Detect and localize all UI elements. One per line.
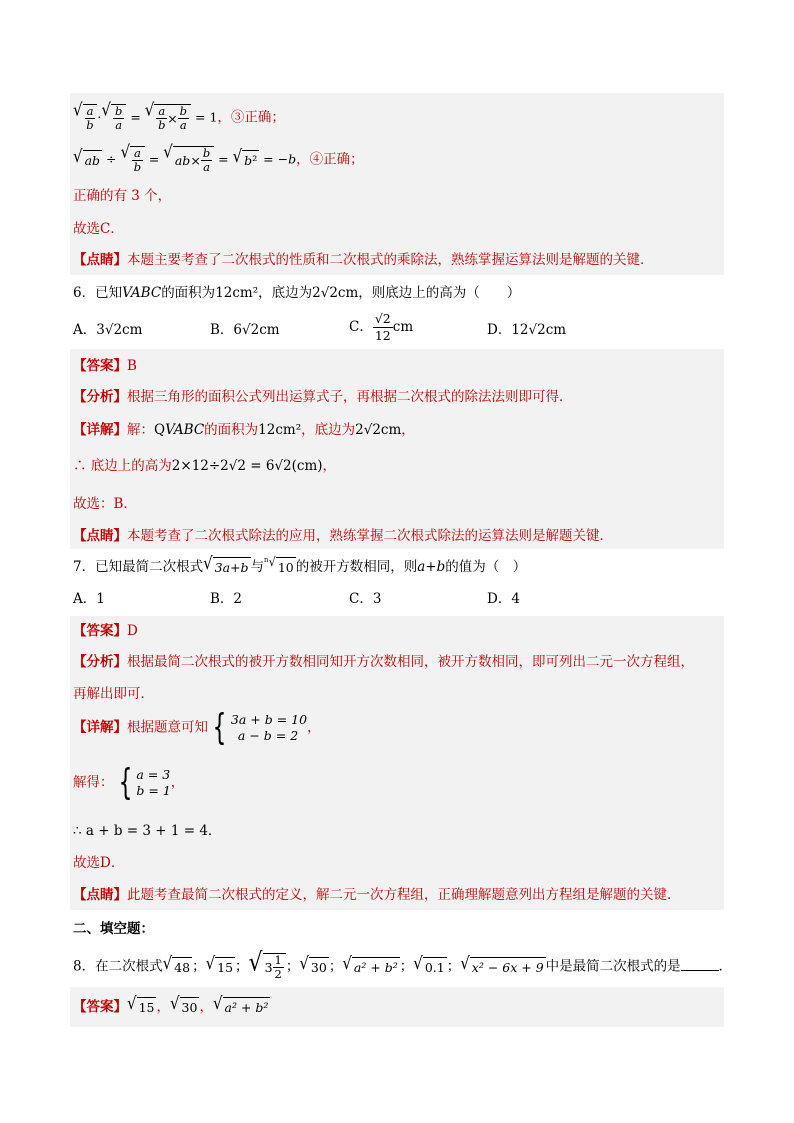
tag-answer: 【答案】	[73, 358, 127, 374]
detail-text: ，	[307, 719, 321, 736]
solve-text: 解得：	[73, 774, 114, 791]
solution-text: 故选C．	[73, 221, 124, 237]
area-value: 12cm²	[215, 285, 259, 301]
stem-text: 8．在二次根式	[73, 958, 163, 975]
answer-radicand: 30	[180, 997, 200, 1018]
answer-band	[70, 349, 724, 549]
option-d[interactable]: D．4	[487, 591, 520, 607]
math-expression: √ a b · √ b a = √ a b × b a = 1	[73, 99, 218, 132]
radicand: x² − 6x + 9	[470, 957, 546, 978]
detail-line	[73, 420, 415, 440]
separator: ；	[285, 958, 300, 975]
solve-text: ，	[170, 774, 185, 791]
radicand: 0.1	[423, 957, 447, 978]
answer-value: B	[127, 358, 137, 374]
radicand: 30	[309, 957, 329, 978]
separator: ；	[399, 958, 414, 975]
equation: 3a + b = 10	[230, 712, 308, 727]
radicand: 48	[172, 957, 192, 978]
equation: a − b = 2	[237, 728, 299, 743]
option-b[interactable]: B．2	[210, 591, 243, 607]
choose-line: 故选D．	[73, 855, 125, 871]
question-7-stem: 7．已知最简二次根式 √ 3a+b 与 ⁿ√ 10 的被开方数相同，则a+b的值为（ ）	[73, 557, 526, 578]
detail-line	[73, 707, 321, 748]
separator: ；	[192, 958, 206, 975]
separator: ，	[156, 999, 170, 1015]
analysis-text: 根据三角形的面积公式列出运算式子，再根据二次根式的除法法则即可得．	[127, 389, 573, 405]
fraction-numerator: √2	[374, 311, 391, 326]
answer-line	[73, 356, 137, 376]
dianjing-text: 此题考查最简二次根式的定义，解二元一次方程组，正确理解题意列出方程组是解题的关键．	[127, 887, 681, 903]
answer-value: D	[127, 623, 138, 639]
triangle-name: VABC	[165, 422, 205, 438]
calc-text: ∴ 底边上的高为	[73, 458, 172, 474]
tag-detail: 【详解】	[73, 422, 127, 438]
base-value: 2√2cm	[355, 422, 402, 438]
detail-text: ，	[401, 422, 415, 438]
analysis-line: 再解出即可．	[73, 686, 154, 702]
tag-answer: 【答案】	[73, 999, 127, 1015]
radicand: 10	[276, 557, 296, 578]
area-value: 12cm²	[258, 422, 302, 438]
math-expression: √ ab ÷ √ a b = √ ab × b a = √ b ² = −b	[73, 141, 297, 174]
calc-expression: 2×12÷2√2 = 6√2(cm)	[171, 458, 323, 474]
tag-detail: 【详解】	[73, 719, 127, 736]
solution-text: ，④正确；	[296, 151, 364, 168]
stem-text: 的面积为	[161, 285, 216, 301]
option-d[interactable]: D．12√2cm	[487, 322, 567, 338]
base-value: 2√2cm	[312, 285, 359, 301]
dianjing-line	[73, 250, 654, 270]
question-6-stem	[73, 283, 520, 303]
option-c[interactable]	[349, 311, 413, 344]
option-a[interactable]: A．1	[73, 591, 105, 607]
stem-text: 中是最简二次根式的是	[545, 958, 681, 975]
section-title: 二、填空题：	[73, 921, 154, 937]
radicand: a² + b²	[352, 957, 400, 978]
separator: ；	[446, 958, 461, 975]
option-unit: cm	[392, 319, 414, 335]
dianjing-line	[73, 526, 613, 546]
tag-answer: 【答案】	[73, 623, 127, 639]
option-b[interactable]: B．6√2cm	[210, 322, 280, 338]
expression: a+b	[417, 559, 446, 575]
dianjing-text: 本题主要考查了二次根式的性质和二次根式的乘除法，熟练掌握运算法则是解题的关键．	[127, 252, 654, 268]
option-a[interactable]: A．3√2cm	[73, 322, 143, 338]
separator: ；	[235, 958, 249, 975]
triangle-name: VABC	[122, 285, 162, 301]
because-symbol: Q	[154, 422, 166, 438]
detail-text: 根据题意可知	[127, 719, 208, 736]
question-8-stem: 8．在二次根式 √ 48 ； √ 15 ； √ 3 $\frac{1}{2}$ ； √ 30 ； √ a² + b² ； √ 0.1 ； √ x² − 6x + 9 中是最简二次根式的是 ．	[73, 948, 733, 981]
stem-text: 的被开方数相同，则	[295, 559, 418, 575]
analysis-text: 根据最简二次根式的被开方数相同知开方次数相同，被开方数相同，即可列出二元一次方程组，	[127, 654, 694, 670]
tag-analysis: 【分析】	[73, 389, 127, 405]
separator: ，	[199, 999, 213, 1015]
mixed-whole: 3	[264, 959, 273, 975]
analysis-line	[73, 652, 694, 672]
tag-dianjing: 【点睛】	[73, 252, 127, 268]
separator: ；	[328, 958, 343, 975]
equation: a = 3	[136, 767, 171, 782]
option-c[interactable]: C．3	[349, 591, 382, 607]
answer-line: 【答案】 √ 15 ， √ 30 ， √ a² + b²	[73, 997, 270, 1018]
fraction-denominator: 12	[374, 328, 391, 343]
calc-line	[73, 456, 336, 476]
stem-text: ．	[718, 958, 733, 975]
answer-blank[interactable]	[681, 956, 719, 971]
sum-line	[73, 821, 221, 841]
tag-dianjing: 【点睛】	[73, 528, 127, 544]
solution-text: ，③正确；	[217, 109, 285, 126]
choose-line: 故选：B．	[73, 496, 137, 512]
stem-text: ，则底边上的高为（ ）	[358, 285, 521, 301]
radicand: 3a+b	[213, 557, 251, 578]
answer-line	[73, 621, 138, 641]
calc-text: ，	[322, 458, 337, 474]
dianjing-line	[73, 885, 681, 905]
fraction-denominator: 2	[274, 967, 282, 981]
solution-line	[73, 99, 285, 132]
detail-text: 的面积为	[204, 422, 259, 438]
stem-text: 的值为（ ）	[445, 559, 527, 575]
stem-text: 6．已知	[73, 285, 123, 301]
answer-radicand: 15	[137, 997, 157, 1018]
tag-dianjing: 【点睛】	[73, 887, 127, 903]
stem-text: 7．已知最简二次根式	[73, 559, 204, 575]
equation-system: { 3a + b = 10 a − b = 2	[212, 707, 308, 748]
solve-line	[73, 762, 185, 803]
solution-line	[73, 141, 364, 174]
option-label: C．	[349, 319, 373, 335]
dianjing-text: 本题考查了二次根式除法的应用，熟练掌握二次根式除法的运算法则是解题关键．	[127, 528, 613, 544]
detail-text: ，底边为	[301, 422, 356, 438]
solution-system: { a = 3 b = 1	[118, 762, 171, 803]
answer-radicand: a² + b²	[223, 997, 271, 1018]
sum-expression: ∴ a + b = 3 + 1 = 4．	[73, 823, 222, 839]
radicand: 15	[215, 957, 235, 978]
stem-text: ，底边为	[258, 285, 313, 301]
detail-text: 解：	[127, 422, 154, 438]
stem-text: 与	[250, 559, 265, 575]
fraction-numerator: 1	[274, 953, 282, 967]
equation: b = 1	[136, 783, 171, 798]
solution-text: 正确的有 3 个，	[73, 188, 172, 204]
tag-analysis: 【分析】	[73, 654, 127, 670]
analysis-line	[73, 387, 573, 407]
